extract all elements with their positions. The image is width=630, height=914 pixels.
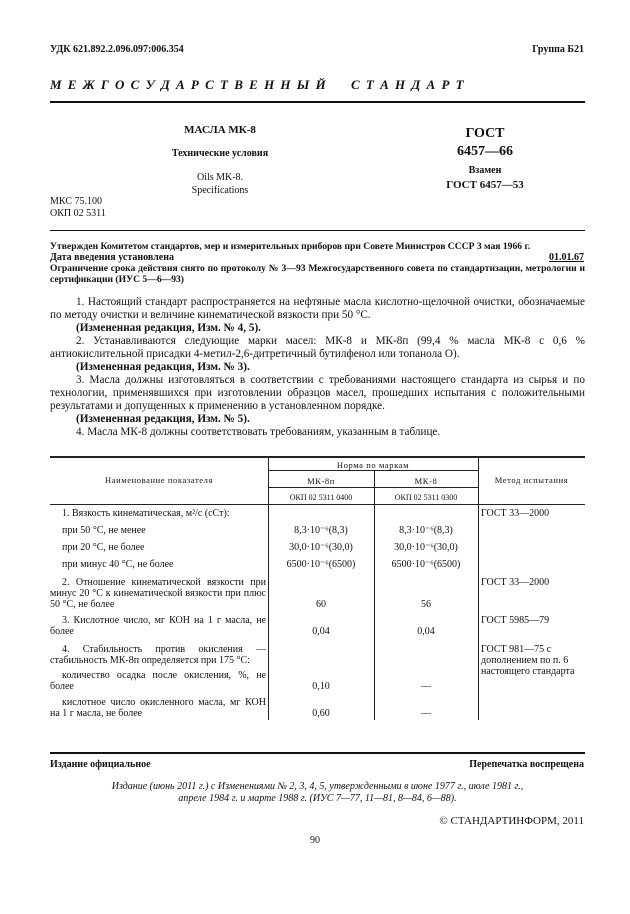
col-header-norm: Норма по маркам [336, 460, 410, 470]
table-row-mk8: 0,04 [417, 626, 435, 637]
group-code: Группа Б21 [532, 44, 584, 55]
reprint-notice: Перепечатка воспрещена [469, 759, 584, 770]
table-row-method: ГОСТ 981—75 с дополнением по п. 6 настоящего стандарта [481, 644, 575, 677]
approval-line: Утвержден Комитетом стандартов, мер и измерительных приборов при Совете Министров СССР 3 мая 1966 г. [50, 241, 531, 252]
table-header-rule [50, 504, 585, 505]
official-edition: Издание официальное [50, 759, 151, 770]
table-row-name: 1. Вязкость кинематическая, м²/с (сСт): [62, 508, 230, 519]
table-row-mk8: — [421, 708, 431, 719]
paragraph-1: 1. Настоящий стандарт распространяется на нефтяные масла кислотно-щелочной очистки, обозначаемые по методу очистки и величине кинематической вязкости при 50 °С. [50, 296, 585, 321]
table-row-method: ГОСТ 5985—79 [481, 615, 550, 626]
page-number: 90 [310, 835, 320, 846]
table-row-name: при 50 °С, не менее [62, 525, 146, 536]
gost-label: ГОСТ [465, 126, 505, 141]
copyright: © СТАНДАРТИНФОРМ, 2011 [439, 815, 584, 827]
document-subtitle: Технические условия [171, 148, 269, 159]
table-row-mk8p: 0,60 [312, 708, 330, 719]
title-rule [50, 230, 585, 231]
col-header-method: Метод испытания [494, 475, 569, 485]
okp-code: ОКП 02 5311 [50, 208, 106, 219]
paragraph-3-amendment: (Измененная редакция, Изм. № 5). [76, 413, 250, 425]
replaced-standard: ГОСТ 6457—53 [446, 179, 524, 191]
table-divider [478, 457, 479, 720]
paragraph-1-amendment: (Измененная редакция, Изм. № 4, 5). [76, 322, 261, 334]
edition-note-1: Издание (июнь 2011 г.) с Изменениями № 2, 3, 4, 5, утвержденными в июне 1977 г., июле 1981 г., [111, 781, 524, 792]
udc-code: УДК 621.892.2.096.097:006.354 [50, 44, 184, 55]
paragraph-2: 2. Устанавливаются следующие марки масел: МК-8 и МК-8п (99,4 % масла МК-8 с 0,6 % антиокислительной присадки 4-метил-2,6-дитретичный бутилфенол или топанола О). [50, 335, 585, 360]
table-row-mk8: 8,3·10⁻⁶(8,3) [399, 525, 453, 536]
table-row-method: ГОСТ 33—2000 [481, 577, 550, 588]
col-header-mk8: МК-8 [414, 476, 438, 486]
table-row-mk8: 6500·10⁻⁶(6500) [391, 559, 461, 570]
table-row-mk8: — [421, 681, 431, 692]
table-row-mk8: 56 [421, 599, 431, 610]
paragraph-3: 3. Масла должны изготовляться в соответствии с требованиями настоящего стандарта из сырья и по технологии, применявшихся при изготовлении образцов масел, прошедших испытания с положительными результатами и допущенных к применению в установленном порядке. [50, 374, 585, 412]
english-subtitle: Specifications [191, 185, 249, 196]
table-row-name: 2. Отношение кинематической вязкости при минус 20 °С к кинематической вязкости при плюс 50 °С, не более [50, 577, 266, 610]
okp-mk8p: ОКП 02 5311 0400 [289, 493, 353, 502]
table-row-method: ГОСТ 33—2000 [481, 508, 550, 519]
table-row-mk8p: 8,3·10⁻⁶(8,3) [294, 525, 348, 536]
table-row-name: кислотное число окисленного масла, мг КОН на 1 г масла, не более [50, 697, 266, 719]
table-row-mk8p: 30,0·10⁻⁶(30,0) [289, 542, 353, 553]
okp-mk8: ОКП 02 5311 0300 [394, 493, 458, 502]
validity-note: Ограничение срока действия снято по протоколу № 3—93 Межгосударственного совета по стандартизации, метрологии и сертификации (ИУС 5—6—93) [50, 263, 585, 285]
table-row-name: количество осадка после окисления, %, не более [50, 670, 266, 692]
table-rule [268, 487, 478, 488]
mks-code: МКС 75.100 [50, 196, 102, 207]
col-header-name: Наименование показателя [104, 475, 213, 485]
intro-date-label: Дата введения установлена [50, 252, 174, 263]
edition-note-2: апреле 1984 г. и марте 1988 г. (ИУС 7—77, 11—81, 8—84, 6—88). [178, 793, 457, 804]
table-row-mk8p: 6500·10⁻⁶(6500) [286, 559, 356, 570]
table-row-mk8p: 0,10 [312, 681, 330, 692]
table-row-mk8: 30,0·10⁻⁶(30,0) [394, 542, 458, 553]
footer-rule [50, 752, 585, 754]
table-top-rule [50, 456, 585, 458]
standard-banner: М Е Ж Г О С У Д А Р С Т В Е Н Н Ы Й С Т А Н Д А Р Т [50, 77, 466, 92]
banner-rule [50, 101, 585, 103]
paragraph-4: 4. Масла МК-8 должны соответствовать требованиям, указанным в таблице. [76, 426, 441, 438]
table-row-name: 3. Кислотное число, мг КОН на 1 г масла, не более [50, 615, 266, 637]
english-title: Oils MK-8. [196, 172, 244, 183]
intro-date: 01.01.67 [549, 252, 584, 263]
gost-number: 6457—66 [457, 144, 513, 159]
table-row-mk8p: 0,04 [312, 626, 330, 637]
table-row-name: 4. Стабильность против окисления — стабильность МК-8п определяется при 175 °С: [50, 644, 266, 666]
col-header-mk8p: МК-8п [307, 476, 335, 486]
document-title: МАСЛА МК-8 [184, 124, 256, 136]
replaces-label: Взамен [468, 165, 502, 176]
table-row-name: при 20 °С, не более [62, 542, 145, 553]
table-row-name: при минус 40 °С, не более [62, 559, 174, 570]
table-row-mk8p: 60 [316, 599, 326, 610]
paragraph-2-amendment: (Измененная редакция, Изм. № 3). [76, 361, 250, 373]
